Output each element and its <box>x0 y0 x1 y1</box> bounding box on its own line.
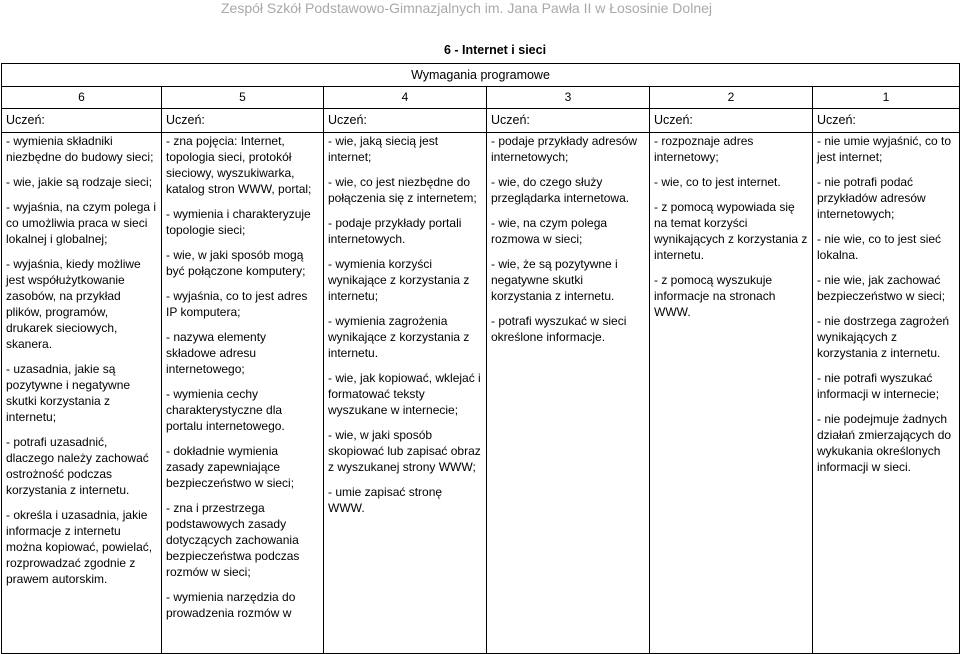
requirement-item: - nie potrafi podać przykładów adresów internetowych; <box>817 175 926 221</box>
grade-cell: 3 <box>487 87 650 109</box>
requirement-item: - wymienia narzędzia do prowadzenia rozmów w <box>166 590 296 620</box>
uczen-label: Uczeń: <box>162 109 324 133</box>
requirement-item: - potrafi wyszukać w sieci określone informacje. <box>491 314 627 344</box>
requirements-cell <box>650 133 813 654</box>
requirement-item: - wie, na czym polega rozmowa w sieci; <box>491 216 608 246</box>
uczen-label: Uczeń: <box>2 109 162 133</box>
grade-cell: 2 <box>650 87 813 109</box>
grade-cell: 6 <box>2 87 162 109</box>
requirements-cell <box>2 133 162 654</box>
requirement-item: - wyjaśnia, kiedy możliwe jest współużytkowanie zasobów, na przykład plików, programów, drukarek sieciowych, skanera. <box>6 257 141 351</box>
uczen-row <box>2 109 960 133</box>
requirement-item: - wie, co jest niezbędne do połączenia się z internetem; <box>328 175 477 205</box>
grades-row <box>2 87 960 109</box>
requirement-item: - umie zapisać stronę WWW. <box>328 485 443 515</box>
requirement-item: - z pomocą wypowiada się na temat korzyści wynikających z korzystania z internetu. <box>654 200 808 262</box>
requirement-item: - nazywa elementy składowe adresu internetowego; <box>166 330 267 376</box>
grade-cell: 4 <box>324 87 487 109</box>
chapter-title: 6 - Internet i sieci <box>443 43 547 57</box>
requirement-item: - wie, w jaki sposób mogą być połączone komputery; <box>166 248 306 278</box>
requirement-item: - nie podejmuje żadnych działań zmierzających do wykukania określonych informacji w sieci. <box>817 412 952 474</box>
requirement-item: - wie, co to jest internet. <box>654 175 781 189</box>
uczen-label: Uczeń: <box>324 109 487 133</box>
requirement-item: - wyjaśnia, co to jest adres IP komputera; <box>166 289 308 319</box>
requirement-item: - potrafi uzasadnić, dlaczego należy zachować ostrożność podczas korzystania z internetu. <box>6 435 149 497</box>
requirements-cell <box>324 133 487 654</box>
requirement-item: - wymienia składniki niezbędne do budowy sieci; <box>6 134 154 164</box>
requirement-item: - wie, jaką siecią jest internet; <box>328 134 439 164</box>
requirement-item: - nie umie wyjaśnić, co to jest internet; <box>817 134 952 164</box>
requirement-item: - nie wie, co to jest sieć lokalna. <box>817 232 942 262</box>
requirement-item: - wyjaśnia, na czym polega i co umożliwia praca w sieci lokalnej i globalnej; <box>6 200 157 246</box>
requirements-cell <box>487 133 650 654</box>
requirement-item: - nie potrafi wyszukać informacji w internecie; <box>817 371 940 401</box>
requirement-item: - podaje przykłady portali internetowych. <box>328 216 462 246</box>
uczen-label: Uczeń: <box>487 109 650 133</box>
requirement-item: - wie, że są pozytywne i negatywne skutki korzystania z internetu. <box>491 257 618 303</box>
uczen-label: Uczeń: <box>650 109 813 133</box>
requirement-item: - z pomocą wyszukuje informacje na stronach WWW. <box>654 273 776 319</box>
grade-cell: 1 <box>813 87 960 109</box>
requirement-item: - uzasadnia, jakie są pozytywne i negatywne skutki korzystania z internetu; <box>6 362 131 424</box>
requirement-item: - podaje przykłady adresów internetowych; <box>491 134 638 164</box>
requirement-item: - wymienia i charakteryzuje topologie sieci; <box>166 207 311 237</box>
requirement-item: - wymienia korzyści wynikające z korzystania z internetu; <box>328 257 470 303</box>
table-title: Wymagania programowe <box>2 64 960 87</box>
requirement-item: - wie, jak kopiować, wklejać i formatować teksty wyszukane w internecie; <box>328 371 481 417</box>
requirement-item: - określa i uzasadnia, jakie informacje z internetu można kopiować, powielać, rozprowadzać zgodnie z prawem autorskim. <box>6 508 153 586</box>
requirements-body-row <box>2 133 960 654</box>
requirement-item: - rozpoznaje adres internetowy; <box>654 134 754 164</box>
requirement-item: - zna i przestrzega podstawowych zasady dotyczących zachowania bezpieczeństwa podczas rozmów w sieci; <box>166 501 300 579</box>
requirement-item: - wymienia cechy charakterystyczne dla portalu internetowego. <box>166 387 285 433</box>
requirement-item: - nie wie, jak zachować bezpieczeństwo w sieci; <box>817 273 946 303</box>
requirement-item: - dokładnie wymienia zasady zapewniające bezpieczeństwo w sieci; <box>166 444 295 490</box>
uczen-label: Uczeń: <box>813 109 960 133</box>
table-title-row <box>2 64 960 87</box>
requirement-item: - wymienia zagrożenia wynikające z korzystania z internetu. <box>328 314 470 360</box>
requirement-item: - nie dostrzega zagrożeń wynikających z korzystania z internetu. <box>817 314 950 360</box>
requirement-item: - zna pojęcia: Internet, topologia sieci, protokół sieciowy, wyszukiwarka, katalog stron WWW, portal; <box>166 134 312 196</box>
grade-cell: 5 <box>162 87 324 109</box>
requirement-item: - wie, jakie są rodzaje sieci; <box>6 175 153 189</box>
school-header: Zespół Szkół Podstawowo-Gimnazjalnych im. Jana Pawła II w Łososinie Dolnej <box>221 0 712 16</box>
requirements-cell <box>813 133 960 654</box>
requirements-table <box>1 63 960 654</box>
requirement-item: - wie, do czego służy przeglądarka internetowa. <box>491 175 630 205</box>
requirements-cell <box>162 133 324 654</box>
requirement-item: - wie, w jaki sposób skopiować lub zapisać obraz z wyszukanej strony WWW; <box>328 428 481 474</box>
